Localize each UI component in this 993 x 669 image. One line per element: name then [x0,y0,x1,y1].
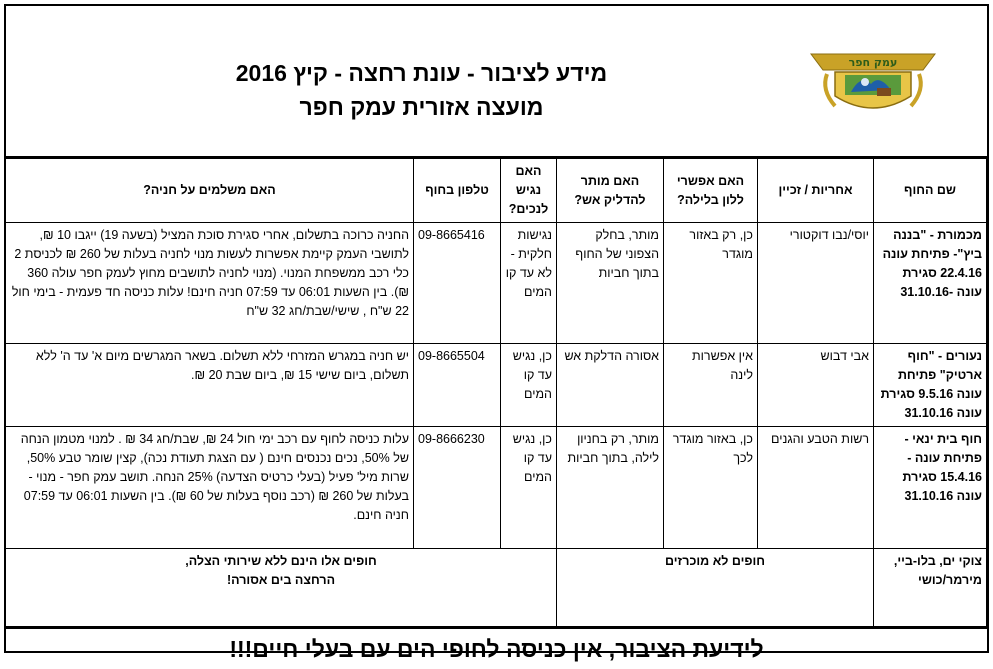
beach-name: מכמורת - "בננה ביץ"- פתיחת עונה 22.4.16 סגירת עונה -31.10.16 [874,223,987,344]
camping: כן, רק באזור מוגדר [664,223,758,344]
phone: 09-8666230 [414,427,501,549]
parking: החניה כרוכה בתשלום, אחרי סגירת סוכת המציל (בשעה 19) ייגבו 10 ₪, לתושבי העמק קיימת אפשרות לעשות מנוי לחניה בעלות של 260 ₪ לכניסת 2 כלי רכב ממשפחת המנוי. (מנוי לחניה לתושבים מחוץ לעמק חפר עולה 360 ₪). בין השעות 06:01 עד 07:59 חניה חינם! עלות כניסה חד פעמית - בימי חול 22 ש"ח , שישי/שבת/חג 32 ש"ח [6,223,414,344]
col-header: האם מותר להדליק אש? [557,159,664,223]
no-lifeguard-notice [6,549,557,627]
table-row [6,344,987,427]
beach-name: נעורים - "חוף ארטיק" פתיחת עונה 9.5.16 סגירת עונה 31.10.16 [874,344,987,427]
operator: אבי דבוש [758,344,874,427]
notice-line: חופים אלו הינם ללא שירותי הצלה, [185,554,377,568]
phone: 09-8665504 [414,344,501,427]
footer-notice: לידיעת הציבור, אין כניסה לחופי הים עם בעלי חיים!!! [6,627,987,669]
page-title [6,56,987,124]
parking: עלות כניסה לחוף עם רכב ימי חול 24 ₪, שבת/חג 34 ₪ . למנוי מטמון הנחה של 50%, נכים נכנסים חינם ( עם הצגת תעודת נכה), קצין שומר טבע 50%, שרות מיל' פעיל (בעלי כרטיס הצדעה) 25% הנחה. תושב עמק חפר - מנוי - בעלות של 260 ₪ (רכב נוסף בעלות של 60 ₪). בין השעות 06:01 עד 07:59 חניה חינם. [6,427,414,549]
fire: מותר, רק בחניון לילה, בתוך חביות [557,427,664,549]
col-header: אחריות / זכיין [758,159,874,223]
fire: מותר, בחלק הצפוני של החוף בתוך חביות [557,223,664,344]
undeclared-status: חופים לא מוכרזים [557,549,874,627]
title-line: מידע לציבור - עונת רחצה - קיץ 2016 [235,60,608,86]
camping: אין אפשרות לינה [664,344,758,427]
accessibility: כן, נגיש עד קו המים [501,344,557,427]
phone: 09-8665416 [414,223,501,344]
page [4,4,989,662]
camping: כן, באזור מוגדר לכך [664,427,758,549]
header [6,6,987,158]
col-header: האם משלמים על חניה? [6,159,414,223]
table-row [6,427,987,549]
col-header: טלפון בחוף [414,159,501,223]
table-header-row [6,159,987,223]
operator: רשות הטבע והגנים [758,427,874,549]
subtitle-line: מועצה אזורית עמק חפר [299,94,544,120]
col-header: שם החוף [874,159,987,223]
col-header: האם אפשרי ללון בלילה? [664,159,758,223]
fire: אסורה הדלקת אש [557,344,664,427]
logo-text: עמק חפר [848,56,898,69]
notice-line: הרחצה בים אסורה! [226,573,336,587]
parking: יש חניה במגרש המזרחי ללא תשלום. בשאר המגרשים מיום א' עד ה' ללא תשלום, ביום שישי 15 ₪, ביום שבת 20 ₪. [6,344,414,427]
undeclared-beaches: צוקי ים, בלו-ביי, מירמר/כושי [874,549,987,627]
col-header: האם נגיש לנכים? [501,159,557,223]
accessibility: כן, נגיש עד קו המים [501,427,557,549]
accessibility: נגישות חלקית - לא עד קו המים [501,223,557,344]
warning-row [6,549,987,627]
operator: יוסי/נבו דוקטורי [758,223,874,344]
table-row [6,223,987,344]
beach-name: חוף בית ינאי - פתיחת עונה - 15.4.16 סגירת עונה 31.10.16 [874,427,987,549]
beaches-table [5,158,987,627]
